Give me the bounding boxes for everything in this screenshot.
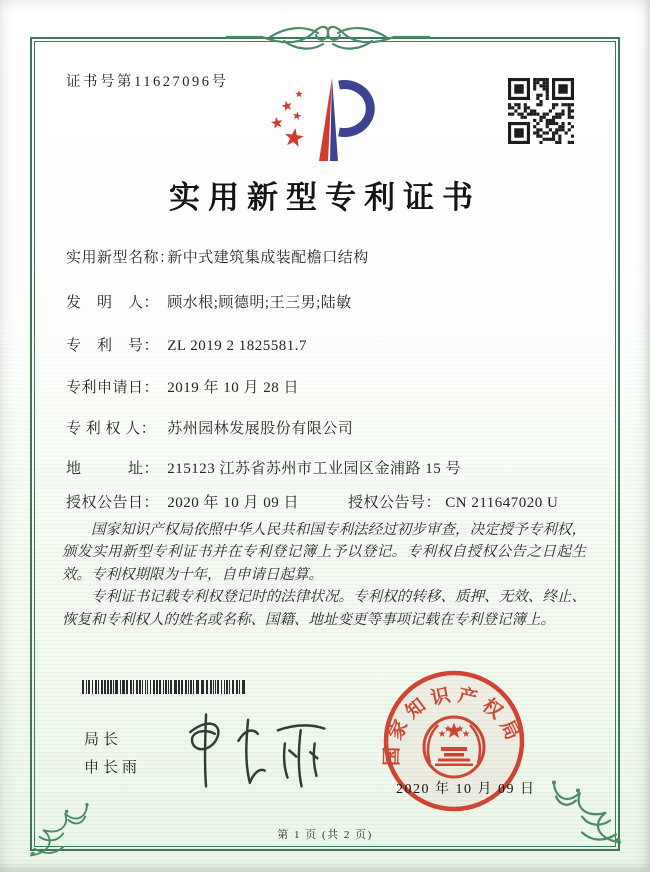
signature-icon: [172, 704, 340, 796]
legal-body-text: [62, 519, 586, 631]
field-label: 授权公告号：: [348, 495, 442, 511]
field-value-address: 215123 江苏省苏州市工业园区金浦路 15 号: [167, 461, 462, 477]
field-row-patentee: [66, 417, 353, 438]
barcode-icon: [82, 680, 245, 694]
page-number: 第 1 页 (共 2 页): [277, 829, 373, 841]
field-label: 专 利 号：: [66, 338, 160, 354]
qr-code-icon: [508, 78, 574, 144]
field-value-filing-date: 2019 年 10 月 28 日: [167, 380, 300, 396]
field-value-utility-name: 新中式建筑集成装配檐口结构: [167, 250, 369, 266]
field-value-grant-number: CN 211647020 U: [445, 495, 559, 511]
commissioner-name: 申长雨: [84, 760, 142, 776]
seal-text: 国家知识产权局: [381, 685, 523, 767]
body-paragraph-1: 国家知识产权局依照中华人民共和国专利法经过初步审查，决定授予专利权，颁发实用新型专利证书并在专利登记簿上予以登记。专利权自授权公告之日起生效。专利权期限为十年，自申请日起算。: [62, 522, 586, 583]
field-label: 实用新型名称：: [66, 250, 175, 266]
cnipa-logo-icon: [258, 72, 403, 167]
top-ornament-flourish-icon: [226, 14, 430, 60]
field-label: 地 址：: [66, 461, 160, 477]
bottom-left-flourish-icon: [20, 786, 98, 858]
field-value-inventors: 顾水根;顾德明;王三男;陆敏: [167, 295, 352, 311]
field-row-filing-date: [66, 376, 299, 397]
field-label: 发 明 人：: [66, 295, 160, 311]
commissioner-title: 局长: [84, 732, 123, 748]
field-row-patent-number: [66, 334, 307, 355]
field-label: 专利申请日：: [66, 380, 160, 396]
body-paragraph-2: 专利证书记载专利权登记时的法律状况。专利权的转移、质押、无效、终止、恢复和专利权人的姓名或名称、国籍、地址变更等事项记载在专利登记簿上。: [62, 589, 586, 628]
field-value-grant-date: 2020 年 10 月 09 日: [167, 495, 300, 511]
certificate-number: 证书号第11627096号: [66, 74, 229, 90]
field-label: 专 利 权 人：: [66, 421, 157, 437]
field-label: 授权公告日：: [66, 495, 160, 511]
field-row-inventors: [66, 291, 352, 312]
field-value-patent-number: ZL 2019 2 1825581.7: [167, 338, 308, 354]
field-row-grant: [66, 491, 559, 512]
seal-date: 2020 年 10 月 09 日: [396, 782, 536, 797]
field-row-address: [66, 457, 461, 478]
field-row-utility-name: [66, 246, 369, 267]
field-value-patentee: 苏州园林发展股份有限公司: [167, 421, 354, 437]
certificate-title: 实用新型专利证书: [169, 180, 481, 215]
